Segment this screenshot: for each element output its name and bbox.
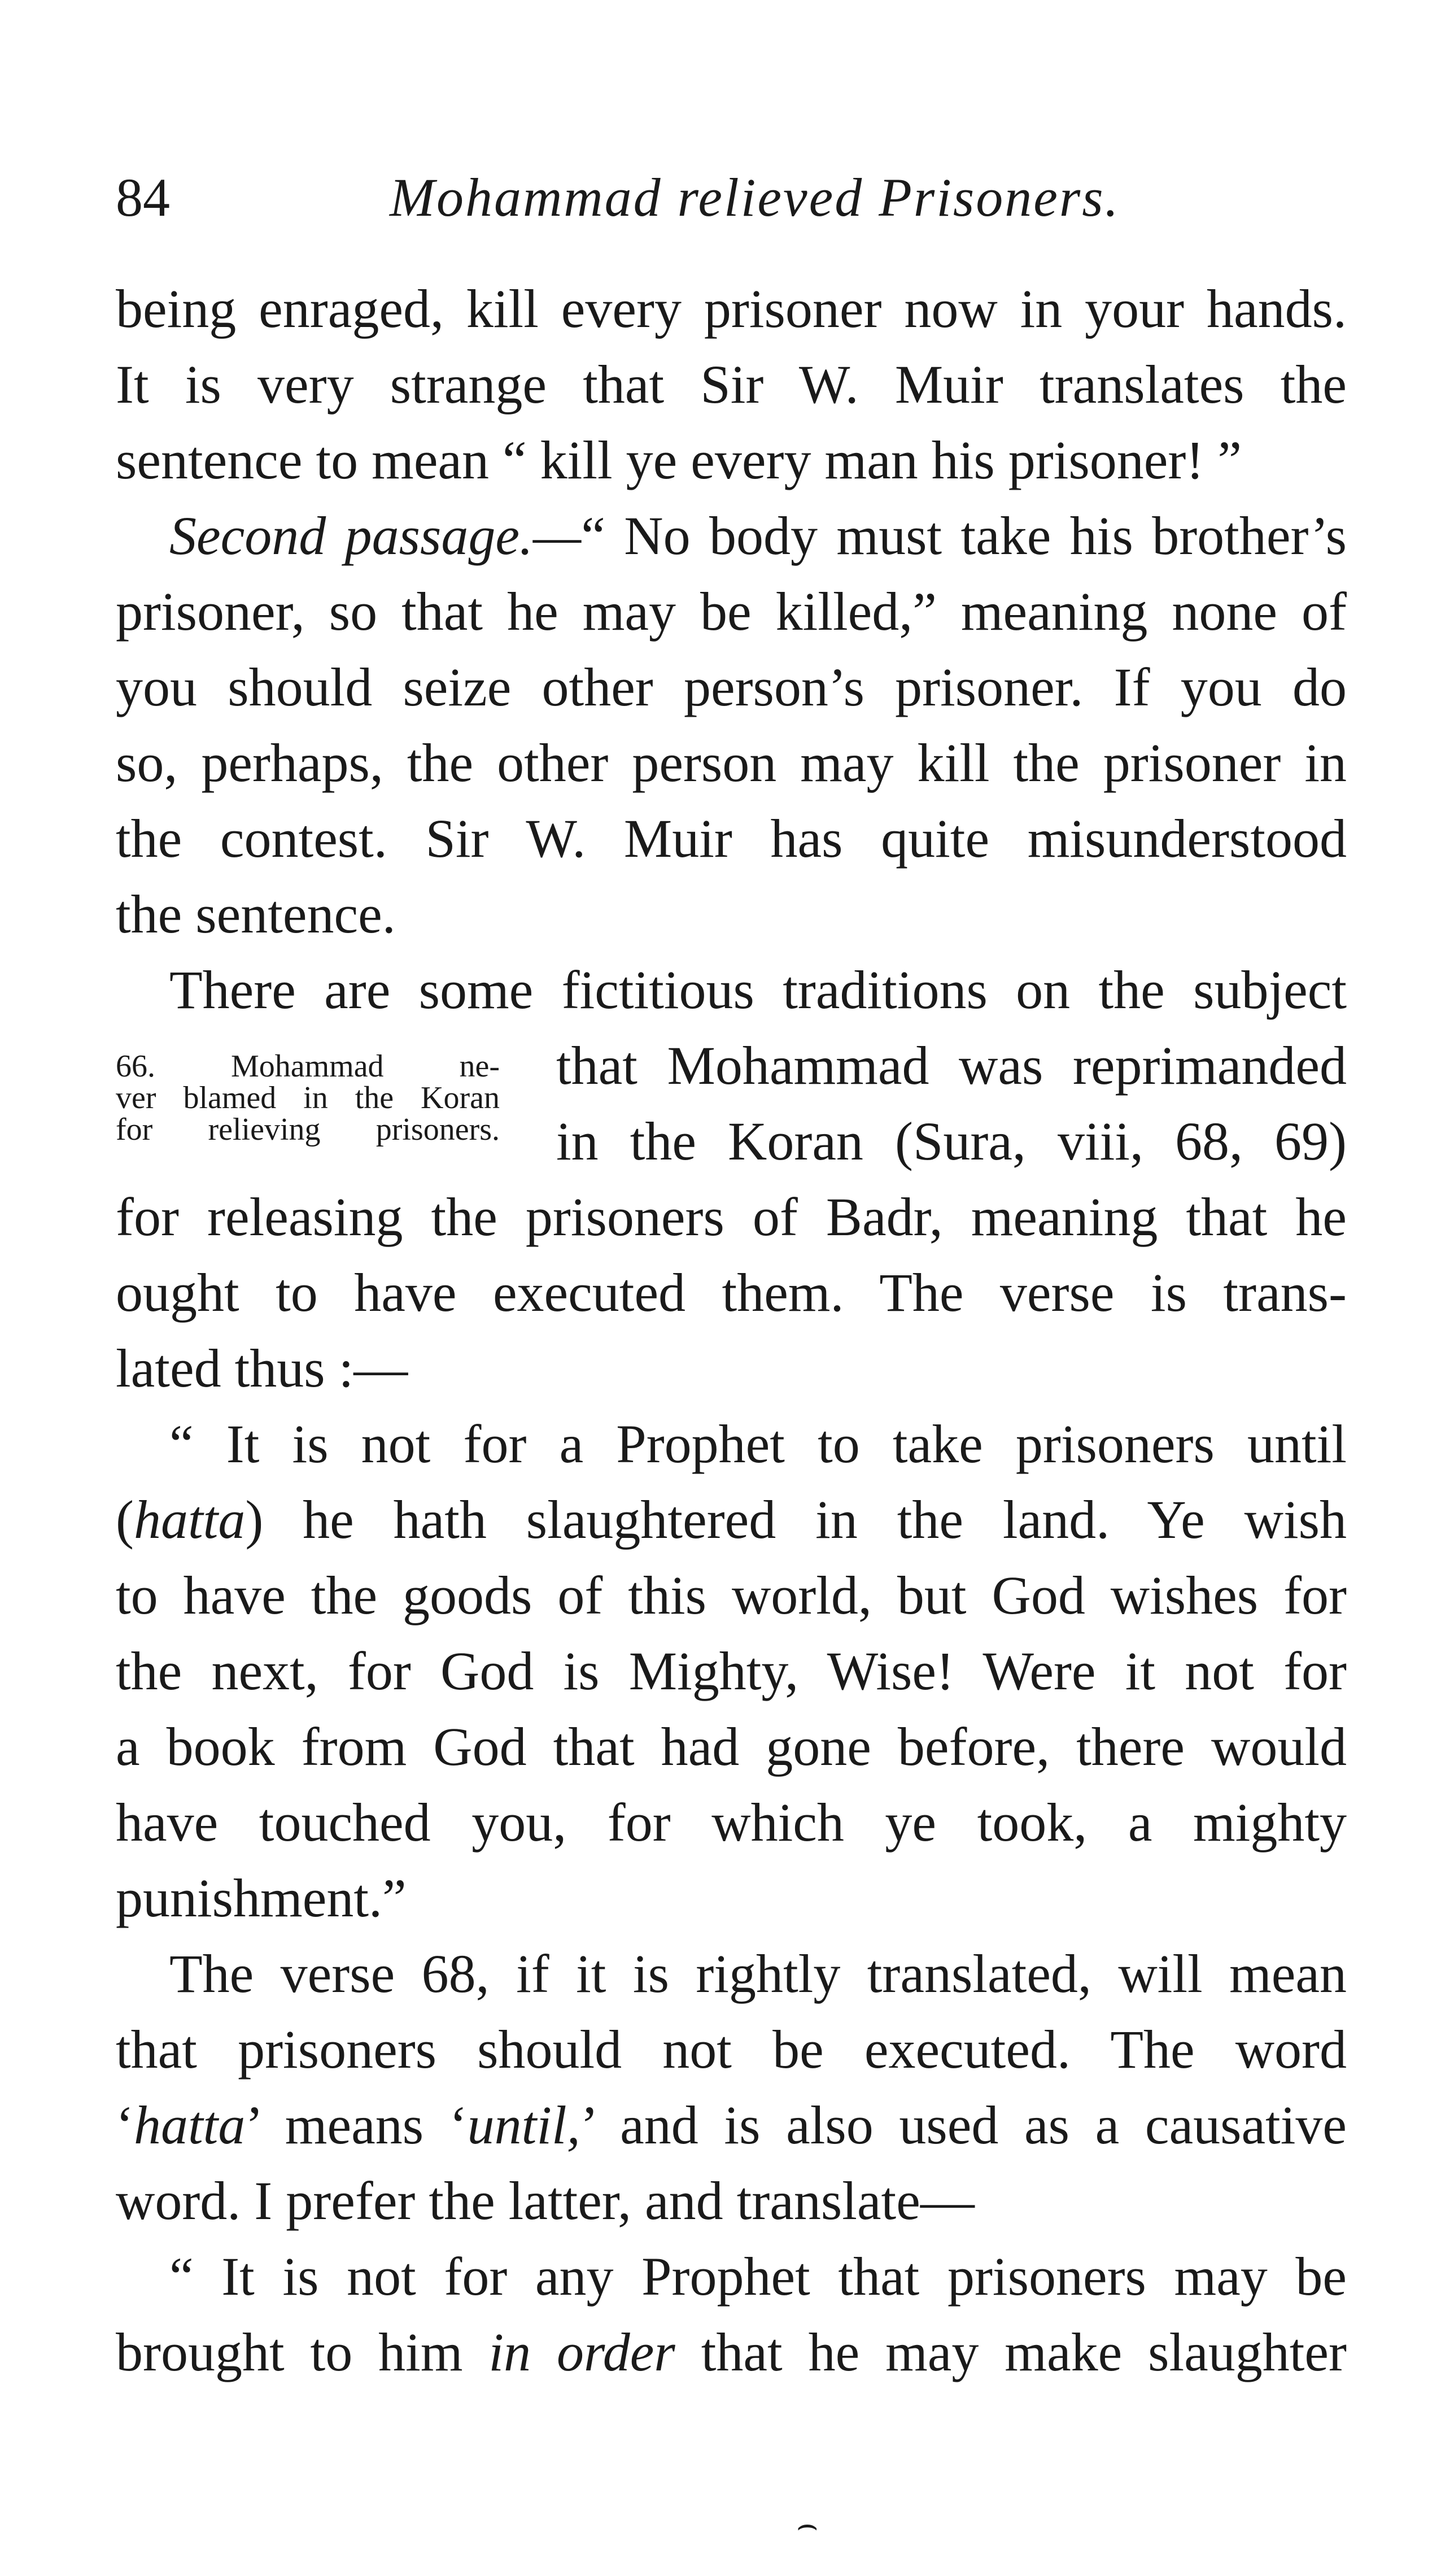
marginal-row <box>116 1028 1347 1179</box>
sidenote-line: for relieving prisoners. <box>116 1112 500 1147</box>
text-line: to have the goods of this world, but God wishes for <box>116 1565 1347 1625</box>
text-line: in the Koran (Sura, viii, 68, 69) <box>556 1111 1347 1171</box>
text-line: word. I prefer the latter, and translate— <box>116 2170 975 2231</box>
text-line: ‘hatta’ means ‘until,’ and is also used as a causative <box>116 2095 1347 2155</box>
text-line: so, perhaps, the other person may kill the prisoner in <box>116 733 1347 793</box>
text-line: Second passage.—“ No body must take his brother’s <box>169 505 1347 566</box>
sidenote-line: 66. Mohammad ne- <box>116 1049 500 1084</box>
text-line: the sentence. <box>116 884 396 944</box>
section-lead: Second passage.— <box>169 505 582 566</box>
text-line: “ It is not for any Prophet that prisoners may be <box>169 2246 1347 2307</box>
page-number: 84 <box>116 167 170 228</box>
running-title: Mohammad relieved Prisoners. <box>390 167 1120 228</box>
text-line: “ It is not for a Prophet to take prisoners until <box>169 1414 1347 1474</box>
text-line: sentence to mean “ kill ye every man his prisoner! ” <box>116 430 1242 490</box>
text-line: ought to have executed them. The verse is trans- <box>116 1262 1347 1323</box>
marginal-text <box>556 1028 1347 1179</box>
text-line: being enraged, kill every prisoner now in your hands. <box>116 278 1347 339</box>
text-line: that prisoners should not be executed. The word <box>116 2019 1347 2080</box>
sidenote-line: ver blamed in the Koran <box>116 1080 500 1115</box>
text-line: punishment.” <box>116 1868 407 1928</box>
text-line: the contest. Sir W. Muir has quite misunderstood <box>116 808 1347 869</box>
text-line: It is very strange that Sir W. Muir translates the <box>116 354 1347 415</box>
text-line: The verse 68, if it is rightly translated, will mean <box>169 1943 1347 2004</box>
text-line: There are some fictitious traditions on the subject <box>169 960 1347 1020</box>
text-line: the next, for God is Mighty, Wise! Were it not for <box>116 1641 1347 1701</box>
signature-mark: ⌢ <box>796 2506 819 2543</box>
body-text <box>116 271 1347 2390</box>
text-line: prisoner, so that he may be killed,” meaning none of <box>116 581 1347 642</box>
text-line: brought to him in order that he may make slaughter <box>116 2322 1347 2382</box>
sidenote <box>116 1051 500 1145</box>
text-line: have touched you, for which ye took, a mighty <box>116 1792 1347 1853</box>
text-line: that Mohammad was reprimanded <box>556 1035 1347 1096</box>
text-line: (hatta) he hath slaughtered in the land. Ye wish <box>116 1489 1347 1550</box>
text-line: you should seize other person’s prisoner. If you do <box>116 657 1347 717</box>
text-line: lated thus :— <box>116 1338 408 1398</box>
text-line: a book from God that had gone before, there would <box>116 1716 1347 1777</box>
text-line: for releasing the prisoners of Badr, meaning that he <box>116 1187 1347 1247</box>
page-header <box>116 164 1347 232</box>
